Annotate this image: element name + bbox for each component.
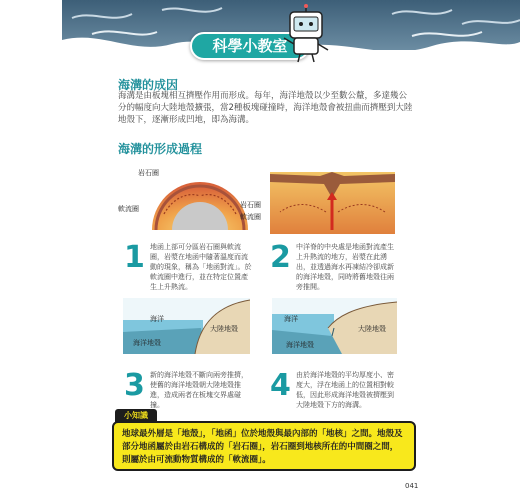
label-continental-crust-4: 大陸地殼	[358, 325, 386, 333]
page-title-banner: 科學小教室	[190, 32, 310, 60]
label-lithosphere-1: 岩石圈	[138, 169, 159, 177]
label-asthenosphere-2: 軟流圈	[240, 213, 261, 221]
label-asthenosphere-1: 軟流圈	[118, 205, 139, 213]
step-4-number: 4	[270, 368, 291, 403]
step-2-text: 中洋脊的中央處是地函對流產生上升熱流的地方，岩漿在此湧出，並透過海水再凍結冷卻成新的海洋地殼，同時將舊地殼往兩旁推開。	[296, 243, 394, 291]
step-1-number: 1	[124, 240, 145, 275]
step-4-text: 由於海洋地殼的平均厚度小、密度大，浮在地函上的位置相對較低，因此形成海洋地殼被擠壓到大陸地殼下方的海溝。	[296, 371, 394, 409]
diagram-mantle-convection	[150, 168, 250, 230]
label-ocean-4: 海洋	[284, 315, 298, 323]
section-heading-process: 海溝的形成過程	[118, 142, 203, 156]
label-oceanic-crust-4: 海洋地殼	[286, 341, 314, 349]
tip-box	[112, 421, 416, 471]
robot-mascot-icon	[276, 4, 336, 64]
label-continental-crust-3: 大陸地殼	[210, 325, 238, 333]
label-oceanic-crust-3: 海洋地殼	[133, 339, 161, 347]
section-heading-cause: 海溝的成因	[118, 78, 179, 92]
step-2-number: 2	[270, 240, 291, 275]
label-lithosphere-2: 岩石圈	[240, 201, 261, 209]
tip-tab-label: 小知識	[115, 409, 157, 423]
page-number: 041	[405, 482, 419, 490]
step-3-text: 新的海洋地殼不斷向兩旁推擠，使舊的海洋地殼朝大陸地殼推進，造成兩者在板塊交界處碰撞。	[150, 371, 248, 409]
diagram-mid-ocean-ridge	[270, 172, 395, 234]
tip-body-text: 地球最外層是「地殼」，「地函」位於地殼與最內部的「地核」之間。地殼及部分地函屬於由岩石構成的「岩石圈」，岩石圈到地核所在的中間圈之間，則屬於由可流動物質構成的「軟流圈」。	[122, 429, 403, 465]
intro-paragraph: 海溝是由板塊相互擠壓作用而形成。每年，海洋地殼以少至數公釐，多達幾公分的幅度向大陸地殼擴張，當2種板塊碰撞時，海洋地殼會被扭曲而擠壓到大陸地殼下，逐漸形成凹地，即為海溝。	[118, 91, 413, 125]
label-ocean-3: 海洋	[150, 315, 164, 323]
step-1-text: 地函上部可分區岩石圈與軟流圈，岩漿在地函中隨著溫度而流動的現象，稱為「地函對流」。於軟流圈中進行，並在特定位置產生上升熱流。	[150, 243, 252, 291]
step-3-number: 3	[124, 368, 145, 403]
